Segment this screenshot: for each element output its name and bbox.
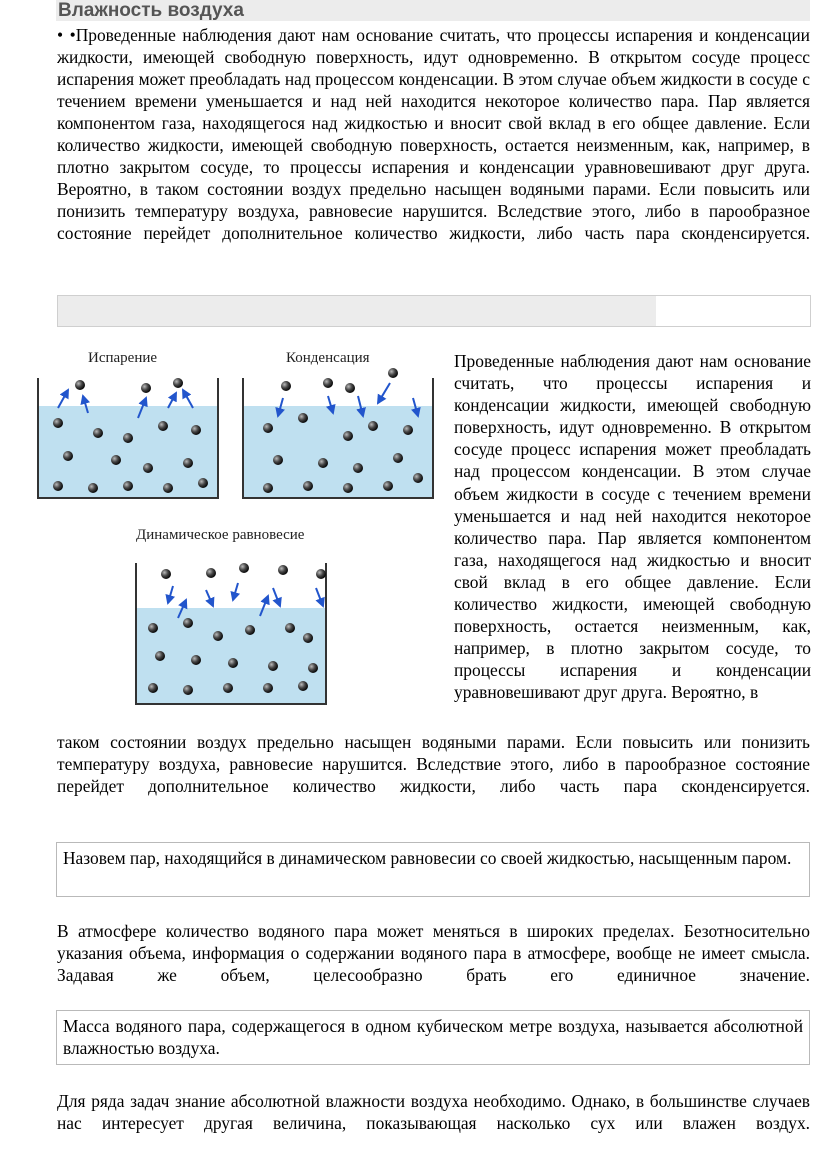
vessel-condensation [243,378,433,498]
label-equilibrium: Динамическое равновесие [136,527,305,543]
final-paragraph: Для ряда задач знание абсолютной влажности воздуха необходимо. Однако, в большинстве случаев нас интересует другая величина, показывающая насколько сух или влажен воздух. [57,1091,810,1133]
label-condensation: Конденсация [286,350,370,366]
image-header-band [57,295,811,327]
intro-text: Проведенные наблюдения дают нам основание считать, что процессы испарения и конденсации жидкости, имеющей свободную поверхность, идут одновременно. В открытом сосуде процесс испарения может преобладать над процессом конденсации. В этом случае объем жидкости в сосуде с течением времени уменьшается и над ней находится некоторое количество пара. Пар является компонентом газа, находящегося над жидкостью и вносит свой вклад в его общее давление. Если количество жидкости, имеющей свободную поверхность, остается неизменным, как, например, в плотно закрытом сосуде, то процессы испарения и конденсации уравновешивают друг друга. Вероятно, в таком состоянии воздух предельно насыщен водяными парами. Если повысить или понизить температуру воздуха, равновесие нарушится. Вследствие этого, либо в парообразное состояние перейдет дополнительное количество жидкости, либо часть пара сконденсируется. [57,25,810,243]
vessel-equilibrium [136,563,326,704]
saturated-vapor-definition-box: Назовем пар, находящийся в динамическом равновесии со своей жидкостью, насыщенным паром. [56,842,810,897]
evaporation-condensation-figure [28,338,438,708]
label-evaporation: Испарение [88,350,158,366]
side-paragraph: Проведенные наблюдения дают нам основание считать, что процессы испарения и конденсации жидкости, имеющей свободную поверхность, идут одновременно. В открытом сосуде процесс испарения может преобладать над процессом конденсации. В этом случае объем жидкости в сосуде с течением времени уменьшается и над ней находится некоторое количество пара. Пар является компонентом газа, находящегося над жидкостью и вносит свой вклад в его общее давление. Если количество жидкости, имеющей свободную поверхность, остается неизменным, как, например, в плотно закрытом сосуде, то процессы испарения и конденсации уравновешивают друг друга. Вероятно, в [454,351,811,703]
atmosphere-paragraph: В атмосфере количество водяного пара может меняться в широких пределах. Безотносительно указания объема, информация о содержании водяного пара в атмосфере, вообще не имеет смысла. Задавая же объем, целесообразно брать его единичное значение. [57,921,810,985]
intro-paragraph [57,24,810,268]
continuation-paragraph: таком состоянии воздух предельно насыщен водяными парами. Если повысить или понизить температуру воздуха, равновесие нарушится. Вследствие этого, либо в парообразное состояние перейдет дополнительное количество жидкости, либо часть пара сконденсируется. [57,732,810,796]
absolute-humidity-definition-box: Масса водяного пара, содержащегося в одном кубическом метре воздуха, называется абсолютной влажностью воздуха. [56,1010,810,1065]
bullet-markers: • • [57,25,76,45]
page-title: Влажность воздуха [58,0,244,21]
